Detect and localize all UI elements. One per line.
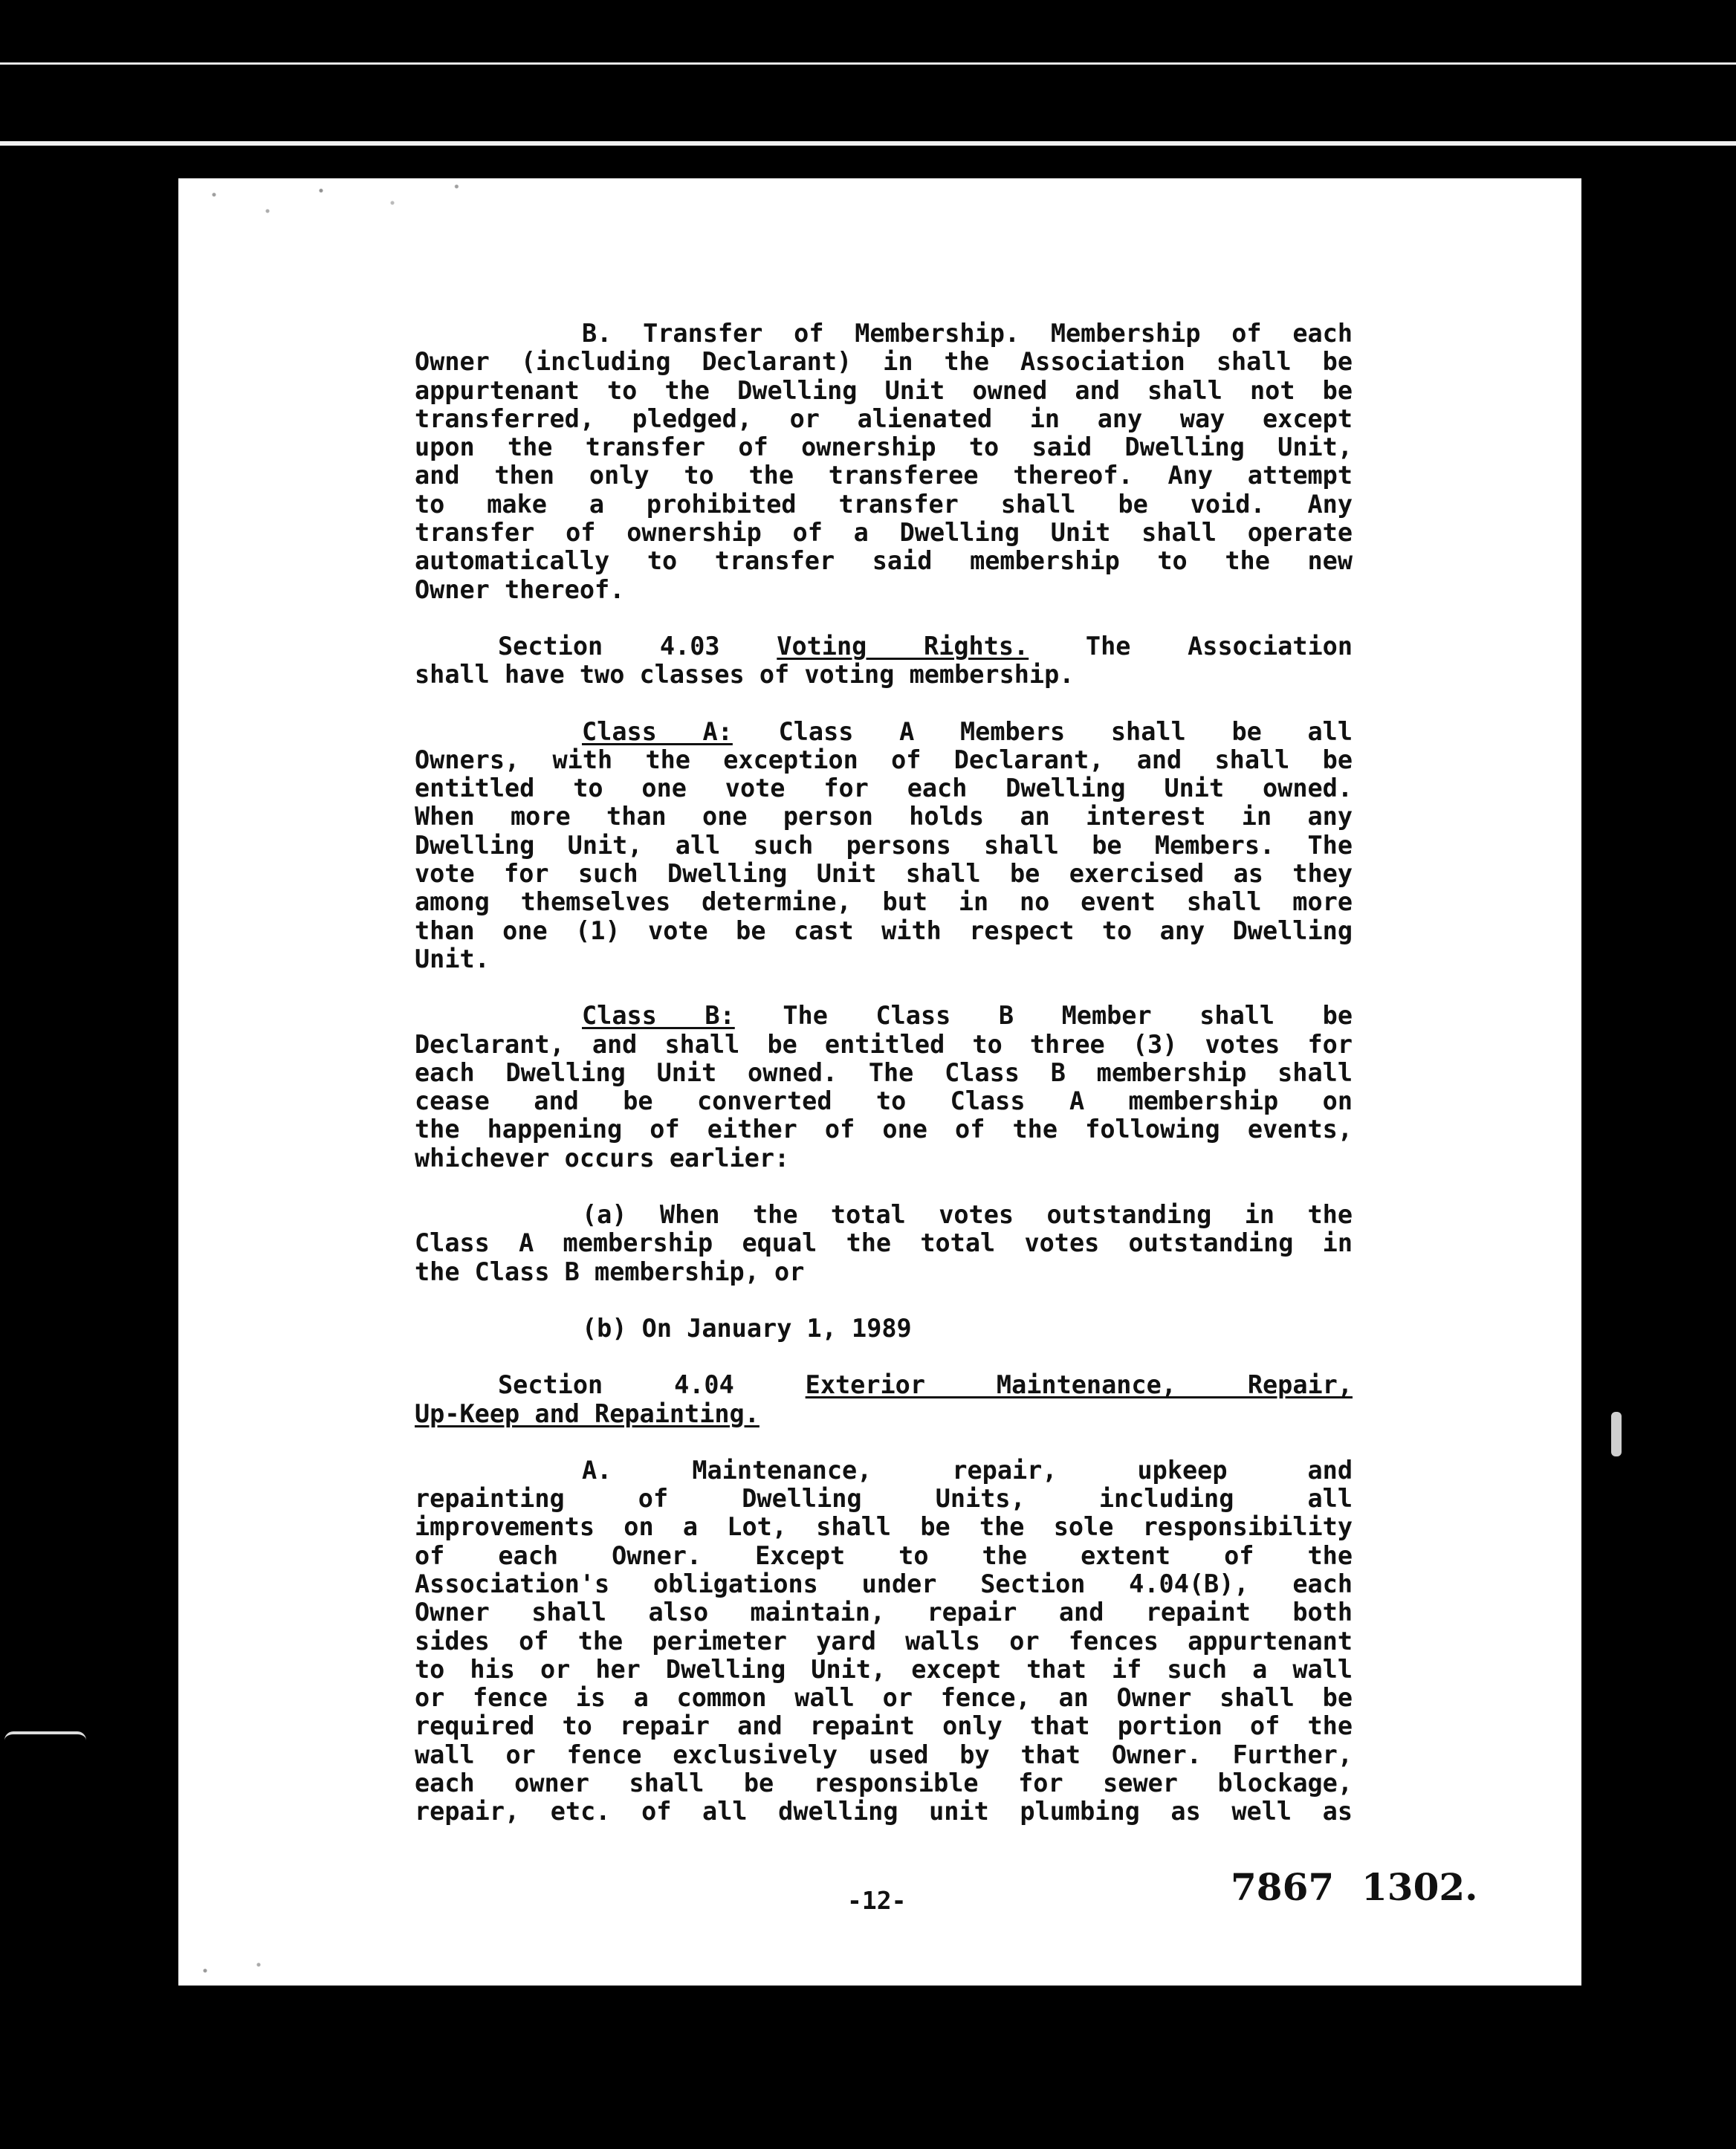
maintenance-a-paragraph <box>415 1456 1353 1827</box>
text-line: B. Transfer of Membership. Membership of each <box>582 319 1353 348</box>
text-line: Dwelling Unit, all such persons shall be Members. The <box>415 830 1353 860</box>
class-a-paragraph <box>415 718 1353 974</box>
text-line: upon the transfer of ownership to said Dwelling Unit, <box>415 432 1353 462</box>
text-line: appurtenant to the Dwelling Unit owned and shall not be <box>415 375 1353 405</box>
text-line: or fence is a common wall or fence, an Owner shall be <box>415 1683 1353 1713</box>
text-line: than one (1) vote be cast with respect to any Dwelling <box>415 915 1353 945</box>
text-fragment: The Association <box>1085 631 1353 661</box>
voting-rights-paragraph <box>415 632 1353 690</box>
text-line: improvements on a Lot, shall be the sole responsibility <box>415 1512 1353 1542</box>
document-page <box>178 178 1581 1986</box>
text-line: vote for such Dwelling Unit shall be exercised as they <box>415 859 1353 889</box>
text-line: Owners, with the exception of Declarant, and shall be <box>415 745 1353 774</box>
text-line: repair, etc. of all dwelling unit plumbing as well as <box>415 1797 1353 1827</box>
text-line: Declarant, and shall be entitled to three (3) votes for <box>415 1029 1353 1059</box>
text-line: When more than one person holds an interest in any <box>415 802 1353 832</box>
text-line: shall have two classes of voting membership. <box>415 660 1075 690</box>
class-heading: Class A: <box>582 716 733 746</box>
text-line: and then only to the transferee thereof. Any attempt <box>415 461 1353 490</box>
scan-border-line-2 <box>0 141 1736 146</box>
text-line: entitled to one vote for each Dwelling Unit owned. <box>415 774 1353 803</box>
text-line: transferred, pledged, or alienated in any way except <box>415 403 1353 433</box>
class-b-paragraph <box>415 1002 1353 1173</box>
text-line: repainting of Dwelling Units, including all <box>415 1484 1353 1514</box>
page-number: -12- <box>847 1886 907 1915</box>
section-heading: Exterior Maintenance, Repair, <box>805 1370 1353 1400</box>
section-heading-continued: Up-Keep and Repainting. <box>415 1398 760 1428</box>
text-line: Association's obligations under Section 4.04(B), each <box>415 1569 1353 1598</box>
recording-page-number: 1302. <box>1361 1865 1478 1909</box>
class-heading: Class B: <box>582 1001 735 1031</box>
text-line: Owner (including Declarant) in the Association shall be <box>415 347 1353 377</box>
text-line: each owner shall be responsible for sewer blockage, <box>415 1769 1353 1798</box>
transfer-of-membership-paragraph <box>415 320 1353 604</box>
scan-border-line <box>0 62 1736 65</box>
text-line <box>415 632 1353 661</box>
text-line: automatically to transfer said membership to the new <box>415 546 1353 576</box>
text-line <box>415 1400 1353 1428</box>
text-line: Owner shall also maintain, repair and repaint both <box>415 1598 1353 1627</box>
exterior-maintenance-heading <box>415 1371 1353 1428</box>
text-line: of each Owner. Except to the extent of the <box>415 1540 1353 1570</box>
text-line <box>415 718 1353 746</box>
document-body <box>415 320 1353 1827</box>
text-line: the Class B membership, or <box>415 1257 805 1286</box>
text-line: Owner thereof. <box>415 574 625 604</box>
text-line: to his or her Dwelling Unit, except that if such a wall <box>415 1654 1353 1684</box>
scan-artifact <box>1611 1412 1622 1456</box>
event-b-paragraph: (b) On January 1, 1989 <box>582 1313 912 1343</box>
text-line <box>415 1371 1353 1399</box>
text-fragment: The Class B Member shall be <box>783 1001 1353 1031</box>
text-line: wall or fence exclusively used by that Owner. Further, <box>415 1740 1353 1769</box>
section-heading: Voting Rights. <box>777 631 1029 661</box>
text-line: A. Maintenance, repair, upkeep and <box>582 1455 1353 1485</box>
scan-noise-bottom <box>178 1956 312 1986</box>
text-line: the happening of either of one of the following events, <box>415 1115 1353 1144</box>
text-line: whichever occurs earlier: <box>415 1143 790 1173</box>
text-line: among themselves determine, but in no event shall more <box>415 887 1353 917</box>
text-line: Unit. <box>415 944 490 973</box>
scan-noise-top <box>178 178 535 260</box>
text-line: cease and be converted to Class A membership on <box>415 1086 1353 1116</box>
text-line: to make a prohibited transfer shall be void. Any <box>415 489 1353 519</box>
text-line: sides of the perimeter yard walls or fences appurtenant <box>415 1626 1353 1656</box>
text-fragment: Class A Members shall be all <box>778 716 1353 746</box>
text-line: each Dwelling Unit owned. The Class B membership shall <box>415 1057 1353 1087</box>
text-line <box>415 1002 1353 1030</box>
text-line: transfer of ownership of a Dwelling Unit shall operate <box>415 518 1353 548</box>
section-label: Section 4.03 <box>498 631 720 661</box>
text-line: Class A membership equal the total votes outstanding in <box>415 1228 1353 1258</box>
section-label: Section 4.04 <box>498 1370 734 1400</box>
event-a-paragraph <box>415 1201 1353 1286</box>
recording-book-number: 7867 <box>1231 1865 1335 1909</box>
text-line: required to repair and repaint only that portion of the <box>415 1711 1353 1741</box>
scan-artifact <box>4 1731 86 1740</box>
text-line: (a) When the total votes outstanding in the <box>582 1200 1353 1230</box>
